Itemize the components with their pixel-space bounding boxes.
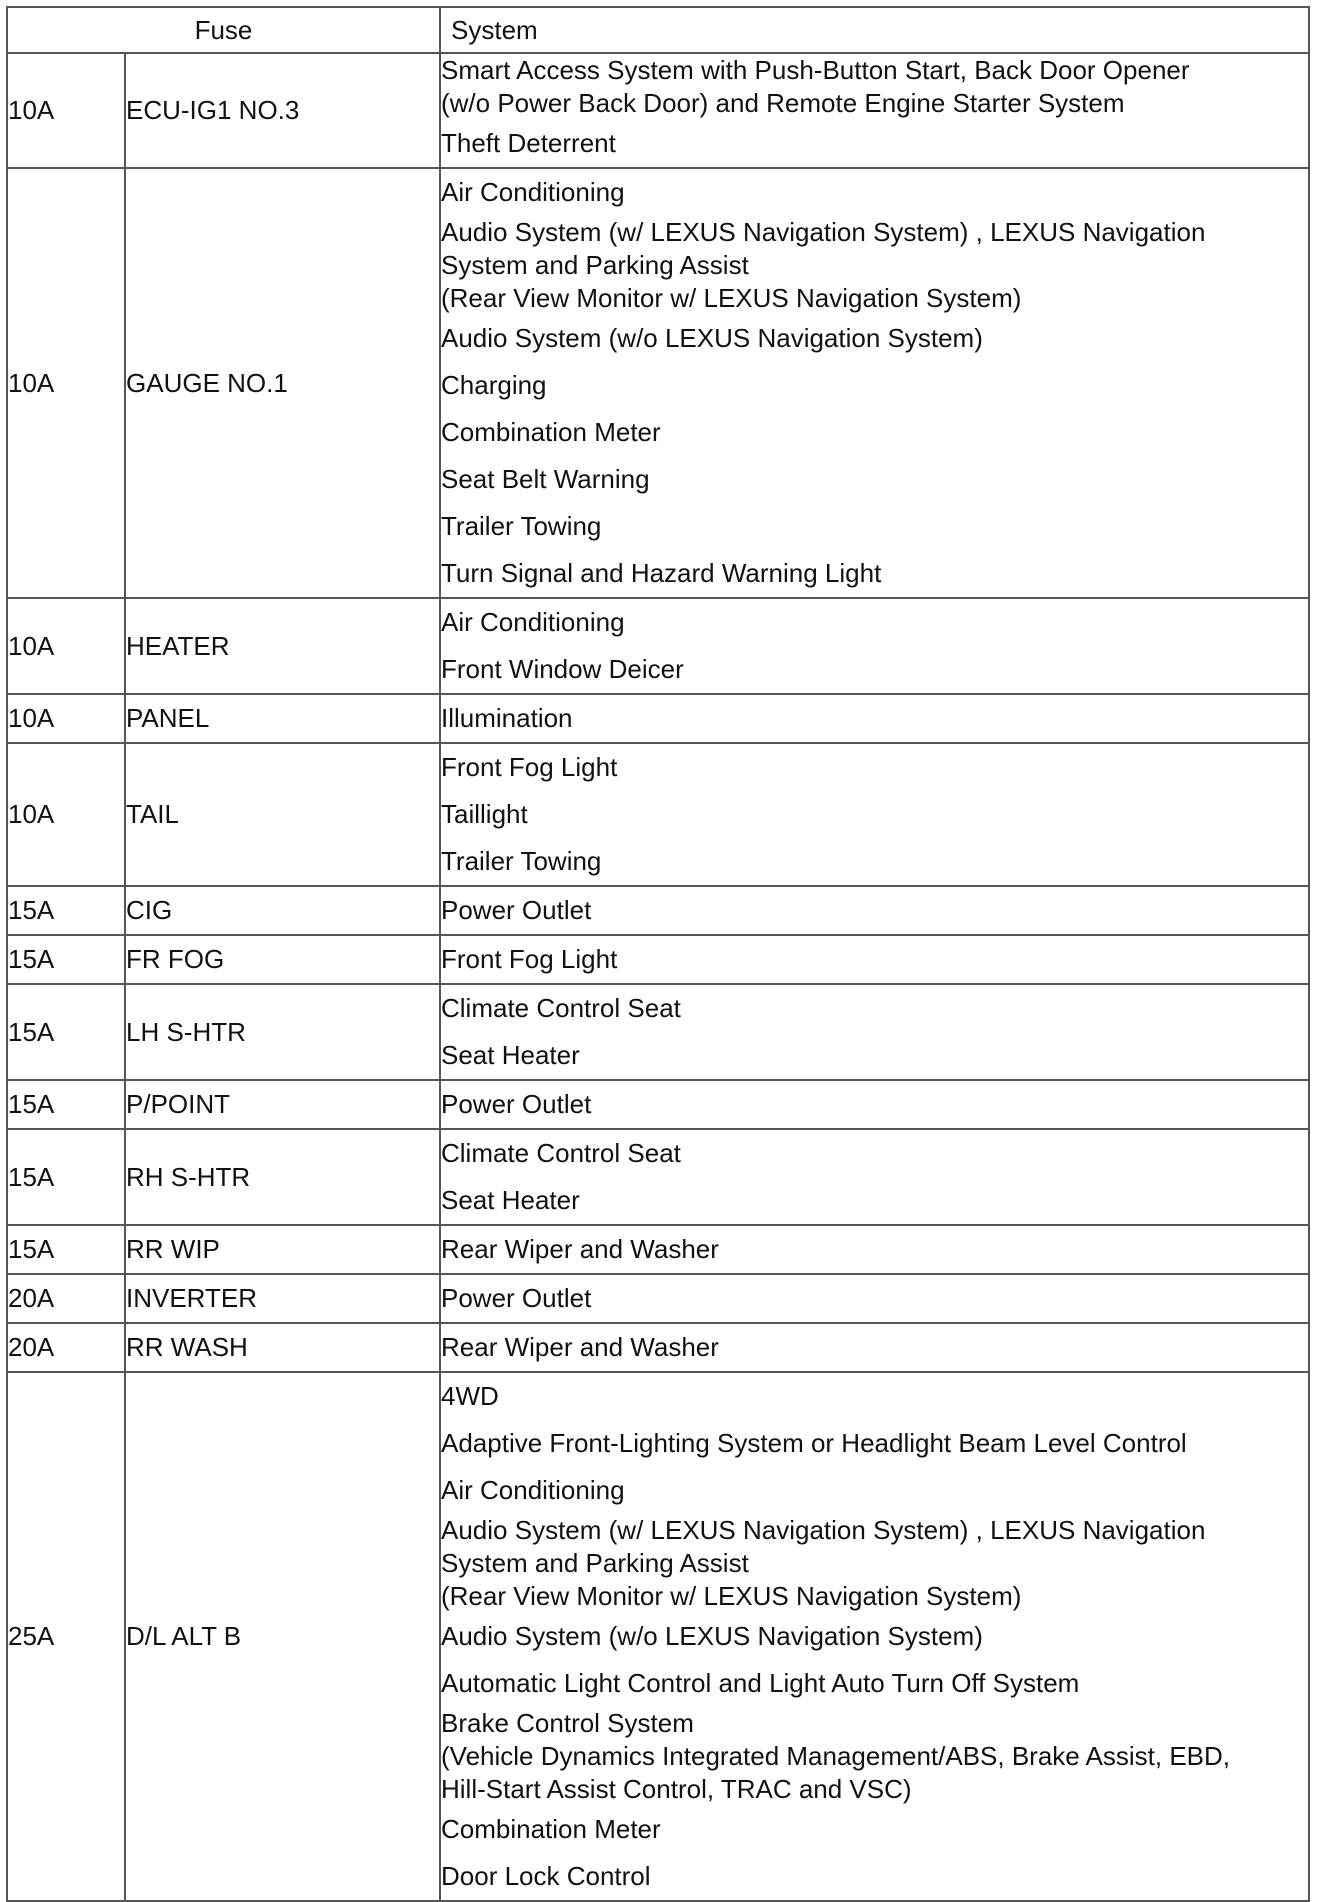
system-entry-text: (Vehicle Dynamics Integrated Management/ABS, Brake Assist, EBD, xyxy=(441,1741,1231,1771)
system-entry-text: Illumination xyxy=(441,703,573,733)
system-entry xyxy=(441,54,1308,120)
system-entry xyxy=(441,1707,1308,1806)
system-entry-text: Seat Heater xyxy=(441,1040,580,1070)
fuse-table xyxy=(6,6,1310,1902)
system-entry xyxy=(441,599,1308,646)
fuse-name: LH S-HTR xyxy=(125,984,440,1080)
system-entry-text: Audio System (w/ LEXUS Navigation System) , LEXUS Navigation xyxy=(441,1515,1206,1545)
fuse-systems-cell xyxy=(440,1274,1309,1323)
system-entry-text: Smart Access System with Push-Button Start, Back Door Opener xyxy=(441,55,1190,85)
system-entry-text: Air Conditioning xyxy=(441,1475,625,1505)
system-entry xyxy=(441,1226,1308,1273)
system-entry xyxy=(441,887,1308,934)
system-entry-text: Brake Control System xyxy=(441,1708,694,1738)
system-entry-text: Combination Meter xyxy=(441,417,661,447)
table-row xyxy=(7,1323,1309,1372)
system-entry-text: Audio System (w/o LEXUS Navigation System) xyxy=(441,323,983,353)
table-row xyxy=(7,1225,1309,1274)
system-entry-text: Rear Wiper and Washer xyxy=(441,1332,719,1362)
system-entry xyxy=(441,216,1308,315)
fuse-amperage: 15A xyxy=(7,935,125,984)
system-entry xyxy=(441,362,1308,409)
system-entry xyxy=(441,1081,1308,1128)
fuse-systems-cell xyxy=(440,1372,1309,1901)
system-entry-text: Climate Control Seat xyxy=(441,993,681,1023)
fuse-systems-cell xyxy=(440,1080,1309,1129)
table-row xyxy=(7,743,1309,886)
table-row xyxy=(7,53,1309,168)
system-entry xyxy=(441,1275,1308,1322)
system-entry xyxy=(441,838,1308,885)
fuse-systems-cell xyxy=(440,1129,1309,1225)
system-entry xyxy=(441,1373,1308,1420)
fuse-systems-cell xyxy=(440,984,1309,1080)
table-row xyxy=(7,694,1309,743)
system-entry-text: Power Outlet xyxy=(441,895,592,925)
system-entry xyxy=(441,409,1308,456)
system-entry xyxy=(441,695,1308,742)
header-fuse: Fuse xyxy=(7,7,440,53)
table-row xyxy=(7,935,1309,984)
table-row xyxy=(7,168,1309,598)
system-entry-text: Hill-Start Assist Control, TRAC and VSC) xyxy=(441,1774,912,1804)
system-entry xyxy=(441,1324,1308,1371)
fuse-table-body xyxy=(7,53,1309,1901)
system-entry xyxy=(441,503,1308,550)
table-row xyxy=(7,1274,1309,1323)
fuse-systems-cell xyxy=(440,743,1309,886)
system-entry xyxy=(441,550,1308,597)
system-entry xyxy=(441,744,1308,791)
system-entry-text: System and Parking Assist xyxy=(441,250,749,280)
fuse-amperage: 25A xyxy=(7,1372,125,1901)
system-entry xyxy=(441,791,1308,838)
system-entry-text: Turn Signal and Hazard Warning Light xyxy=(441,558,882,588)
fuse-table-header xyxy=(7,7,1309,53)
fuse-amperage: 15A xyxy=(7,984,125,1080)
fuse-amperage: 10A xyxy=(7,743,125,886)
fuse-name: INVERTER xyxy=(125,1274,440,1323)
system-entry-text: Front Fog Light xyxy=(441,752,618,782)
system-entry-text: Audio System (w/o LEXUS Navigation System) xyxy=(441,1621,983,1651)
fuse-name: RR WIP xyxy=(125,1225,440,1274)
fuse-amperage: 20A xyxy=(7,1323,125,1372)
system-entry-text: Combination Meter xyxy=(441,1814,661,1844)
fuse-systems-cell xyxy=(440,886,1309,935)
table-row xyxy=(7,1129,1309,1225)
system-entry-text: Adaptive Front-Lighting System or Headlight Beam Level Control xyxy=(441,1428,1187,1458)
system-entry-text: Front Fog Light xyxy=(441,944,618,974)
fuse-systems-cell xyxy=(440,694,1309,743)
system-entry-text: Door Lock Control xyxy=(441,1861,651,1891)
header-system: System xyxy=(440,7,1309,53)
fuse-systems-cell xyxy=(440,168,1309,598)
system-entry-text: Rear Wiper and Washer xyxy=(441,1234,719,1264)
fuse-amperage: 10A xyxy=(7,168,125,598)
fuse-amperage: 15A xyxy=(7,1080,125,1129)
system-entry-text: Taillight xyxy=(441,799,528,829)
fuse-amperage: 15A xyxy=(7,1225,125,1274)
system-entry xyxy=(441,936,1308,983)
system-entry xyxy=(441,1853,1308,1900)
system-entry-text: Air Conditioning xyxy=(441,177,625,207)
system-entry-text: Air Conditioning xyxy=(441,607,625,637)
system-entry xyxy=(441,1467,1308,1514)
table-row xyxy=(7,598,1309,694)
system-entry xyxy=(441,1514,1308,1613)
system-entry xyxy=(441,1806,1308,1853)
system-entry xyxy=(441,1613,1308,1660)
system-entry xyxy=(441,646,1308,693)
fuse-systems-cell xyxy=(440,935,1309,984)
fuse-amperage: 15A xyxy=(7,886,125,935)
system-entry-text: Charging xyxy=(441,370,547,400)
fuse-name: TAIL xyxy=(125,743,440,886)
system-entry xyxy=(441,1032,1308,1079)
fuse-name: FR FOG xyxy=(125,935,440,984)
system-entry xyxy=(441,120,1308,167)
fuse-name: CIG xyxy=(125,886,440,935)
fuse-name: GAUGE NO.1 xyxy=(125,168,440,598)
fuse-amperage: 20A xyxy=(7,1274,125,1323)
system-entry-text: Seat Belt Warning xyxy=(441,464,650,494)
system-entry-text: Audio System (w/ LEXUS Navigation System) , LEXUS Navigation xyxy=(441,217,1206,247)
system-entry-text: Power Outlet xyxy=(441,1283,592,1313)
table-row xyxy=(7,984,1309,1080)
fuse-name: RR WASH xyxy=(125,1323,440,1372)
fuse-systems-cell xyxy=(440,53,1309,168)
fuse-name: RH S-HTR xyxy=(125,1129,440,1225)
system-entry-text: System and Parking Assist xyxy=(441,1548,749,1578)
system-entry-text: Theft Deterrent xyxy=(441,128,616,158)
system-entry xyxy=(441,456,1308,503)
system-entry-text: Trailer Towing xyxy=(441,511,602,541)
fuse-name: PANEL xyxy=(125,694,440,743)
system-entry-text: (Rear View Monitor w/ LEXUS Navigation System) xyxy=(441,283,1022,313)
system-entry-text: 4WD xyxy=(441,1381,499,1411)
fuse-systems-cell xyxy=(440,598,1309,694)
system-entry-text: Climate Control Seat xyxy=(441,1138,681,1168)
fuse-name: HEATER xyxy=(125,598,440,694)
fuse-amperage: 10A xyxy=(7,598,125,694)
system-entry xyxy=(441,1130,1308,1177)
system-entry-text: Seat Heater xyxy=(441,1185,580,1215)
system-entry-text: Automatic Light Control and Light Auto Turn Off System xyxy=(441,1668,1080,1698)
fuse-amperage: 10A xyxy=(7,694,125,743)
system-entry-text: Front Window Deicer xyxy=(441,654,684,684)
system-entry xyxy=(441,1420,1308,1467)
system-entry-text: (w/o Power Back Door) and Remote Engine Starter System xyxy=(441,88,1125,118)
system-entry-text: Trailer Towing xyxy=(441,846,602,876)
system-entry xyxy=(441,169,1308,216)
system-entry xyxy=(441,1660,1308,1707)
header-row xyxy=(7,7,1309,53)
table-row xyxy=(7,886,1309,935)
fuse-name: D/L ALT B xyxy=(125,1372,440,1901)
fuse-systems-cell xyxy=(440,1323,1309,1372)
fuse-amperage: 10A xyxy=(7,53,125,168)
system-entry xyxy=(441,985,1308,1032)
table-row xyxy=(7,1080,1309,1129)
system-entry xyxy=(441,315,1308,362)
table-row xyxy=(7,1372,1309,1901)
system-entry-text: Power Outlet xyxy=(441,1089,592,1119)
fuse-amperage: 15A xyxy=(7,1129,125,1225)
fuse-systems-cell xyxy=(440,1225,1309,1274)
system-entry xyxy=(441,1177,1308,1224)
fuse-name: P/POINT xyxy=(125,1080,440,1129)
system-entry-text: (Rear View Monitor w/ LEXUS Navigation System) xyxy=(441,1581,1022,1611)
fuse-name: ECU-IG1 NO.3 xyxy=(125,53,440,168)
